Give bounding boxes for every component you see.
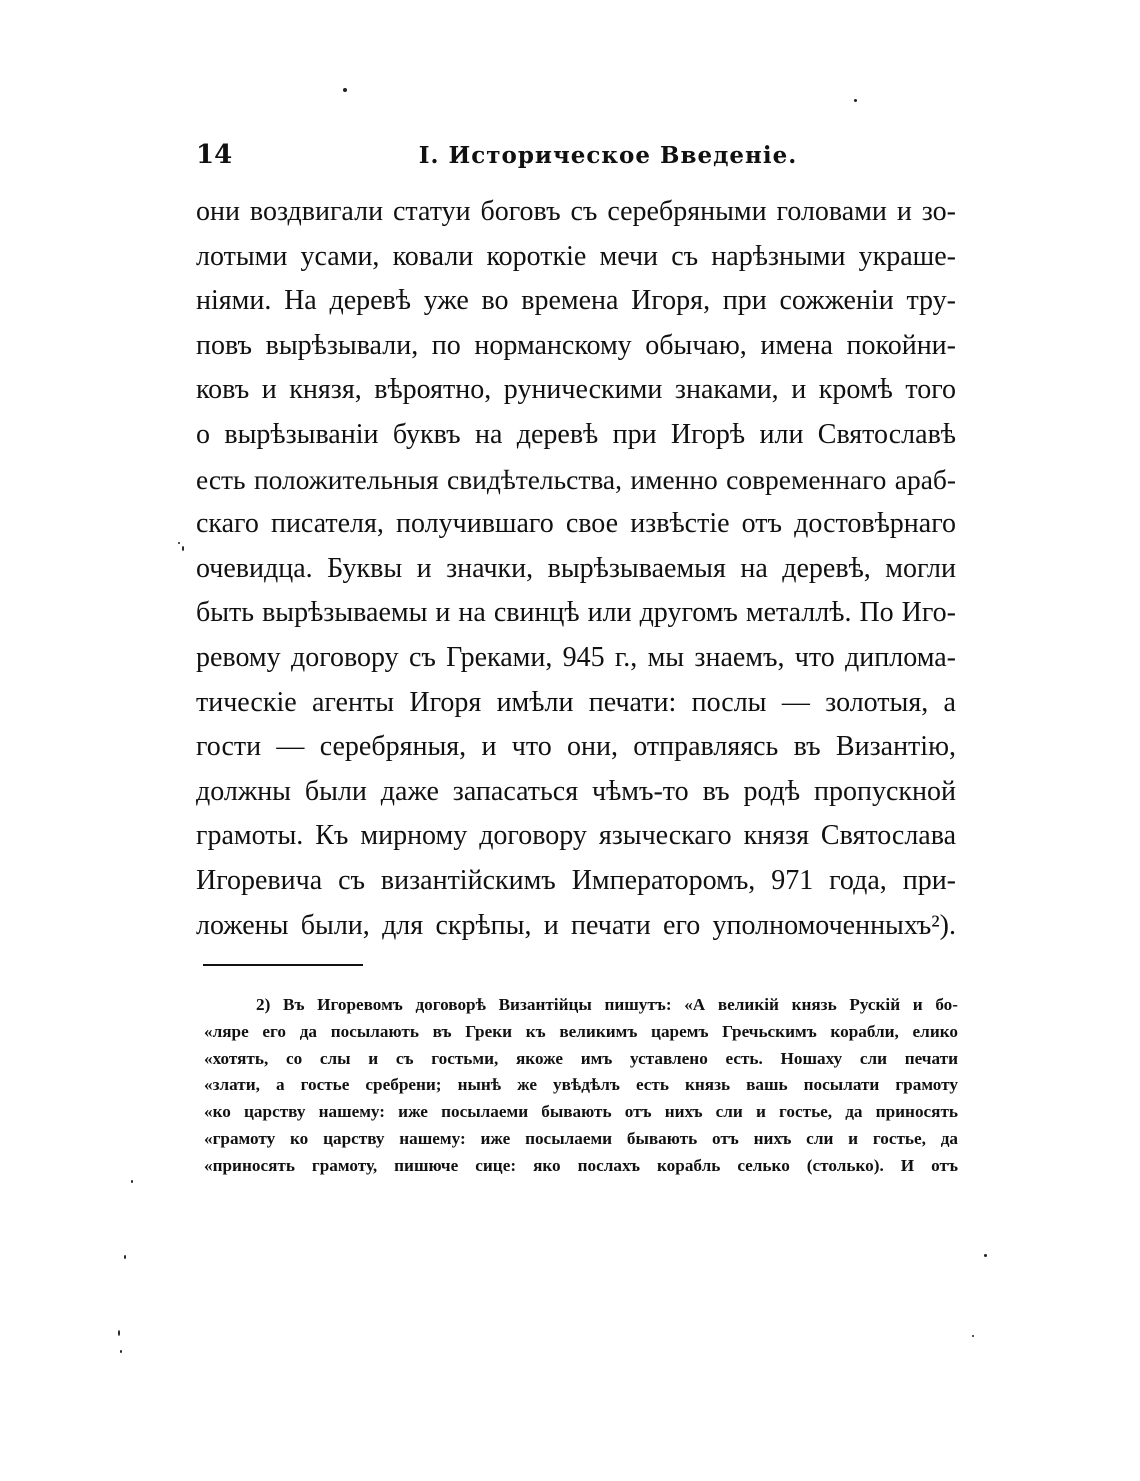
scan-speck <box>124 1255 126 1259</box>
scan-speck <box>854 99 857 102</box>
text-line: быть вырѣзываемы и на свинцѣ или другомъ металлѣ. По Иго- <box>196 597 956 629</box>
scan-speck <box>131 1180 133 1183</box>
scan-speck <box>182 546 184 551</box>
footnote-divider <box>203 964 363 966</box>
footnote-line: «хотять, со слы и съ гостьми, якоже имъ уставлено есть. Ношаху сли печати <box>204 1048 958 1068</box>
text-line: они воздвигали статуи боговъ съ серебряными головами и зо- <box>196 196 956 227</box>
footnote-line: 2) Въ Игоревомъ договорѣ Византійцы пишутъ: «А великій князь Рускій и бо- <box>256 995 958 1014</box>
scan-speck <box>118 1330 120 1336</box>
text-line: повъ вырѣзывали, по норманскому обычаю, имена покойни- <box>196 329 956 361</box>
footnote-line: «приносять грамоту, пишюче сице: яко послахъ корабль селько (столько). И отъ <box>204 1155 958 1175</box>
text-line: лотыми усами, ковали короткіе мечи съ нарѣзными украше- <box>196 240 956 272</box>
scan-speck <box>972 1335 974 1337</box>
text-line: есть положительныя свидѣтельства, именно современнаго араб- <box>196 464 956 495</box>
text-line: Игоревича съ византійскимъ Императоромъ, 971 года, при- <box>196 864 956 896</box>
text-line: о вырѣзываніи буквъ на деревѣ при Игорѣ или Святославѣ <box>196 418 956 450</box>
text-line: тическіе агенты Игоря имѣли печати: послы — золотыя, а <box>196 686 956 718</box>
text-line: грамоты. Къ мирному договору языческаго князя Святослава <box>196 820 956 852</box>
scan-speck <box>343 88 347 92</box>
text-line: скаго писателя, получившаго свое извѣстіе отъ достовѣрнаго <box>196 508 956 540</box>
main-text <box>196 190 956 948</box>
running-title: I. Историческое Введеніе. <box>418 142 798 169</box>
text-line: ложены были, для скрѣпы, и печати его уполномоченныхъ²). <box>196 909 956 941</box>
footnote-line: «грамоту ко царству нашему: иже посылаеми бывають отъ нихъ сли и гостье, да <box>204 1128 958 1148</box>
text-line: очевидца. Буквы и значки, вырѣзываемыя на деревѣ, могли <box>196 552 956 584</box>
page-number: 14 <box>196 140 233 170</box>
page-header <box>196 140 960 176</box>
scan-speck <box>178 542 180 544</box>
text-line: ніями. На деревѣ уже во времена Игоря, при сожженіи тру- <box>196 285 956 317</box>
footnote-line: «ляре его да посылають въ Греки къ великимъ царемъ Гречьскимъ корабли, елико <box>204 1021 958 1041</box>
text-line: гости — серебряныя, и что они, отправляясь въ Византію, <box>196 731 956 763</box>
footnote-line: «злати, а гостье сребрени; нынѣ же увѣдѣлъ есть князь вашь посылати грамоту <box>204 1075 958 1095</box>
text-line: ковъ и князя, вѣроятно, руническими знаками, и кромѣ того <box>196 374 956 406</box>
scan-speck <box>984 1254 987 1257</box>
text-line: ревому договору съ Греками, 945 г., мы знаемъ, что диплома- <box>196 641 956 673</box>
footnote-line: «ко царству нашему: иже посылаеми бывають отъ нихъ сли и гостье, да приносять <box>204 1102 958 1122</box>
text-line: должны были даже запасаться чѣмъ-то въ родѣ пропускной <box>196 775 956 807</box>
scan-speck <box>120 1350 122 1353</box>
footnote <box>204 992 958 1180</box>
